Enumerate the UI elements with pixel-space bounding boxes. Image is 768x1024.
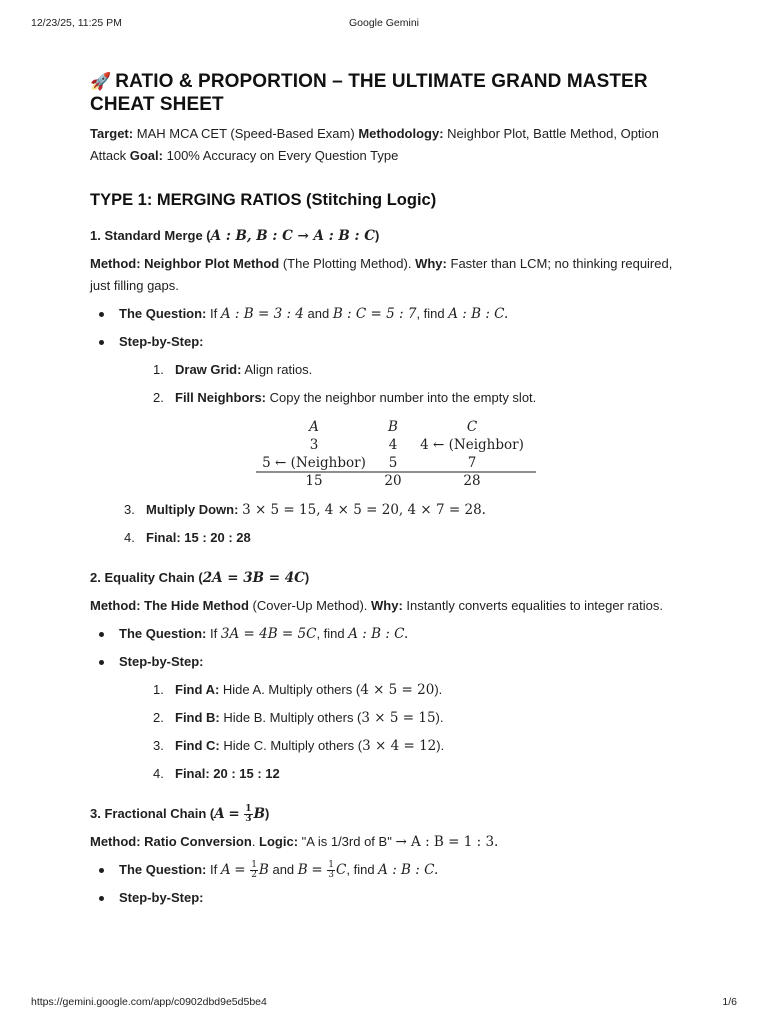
page-number: 1/6 bbox=[722, 996, 737, 1008]
bullet-list bbox=[90, 623, 690, 785]
grid-cell: 4 bbox=[388, 437, 398, 453]
grid-cell: 4 ← (Neighbor) bbox=[420, 437, 524, 453]
page-title: 🚀 RATIO & PROPORTION – THE ULTIMATE GRAND MASTER CHEAT SHEET bbox=[90, 71, 648, 115]
fraction: $\frac{1}{3}$ bbox=[245, 804, 252, 825]
grid-header-b: B bbox=[388, 419, 398, 435]
title-math: 2A = 3B = 4C bbox=[202, 570, 305, 586]
list-item: The Question: If A : B = 3 : 4 and B : C = 5 : 7, find A : B : C. bbox=[90, 303, 690, 325]
list-item: 3. Find C: Hide C. Multiply others (3 × 4 = 12). bbox=[153, 738, 445, 754]
method-paragraph: Method: The Hide Method (Cover-Up Method). Why: Instantly converts equalities to integer ratios. bbox=[90, 598, 663, 613]
grid-result: 20 bbox=[384, 473, 402, 489]
document-content bbox=[90, 70, 690, 915]
neighbor-plot-grid bbox=[90, 417, 690, 489]
section-fractional-chain-title: 3. Fractional Chain (A = $\frac{1}{3}$ B) bbox=[90, 804, 270, 825]
list-item: 2. Fill Neighbors: Copy the neighbor number into the empty slot. bbox=[153, 390, 537, 405]
list-item: 1. Find A: Hide A. Multiply others (4 × 5 = 20). bbox=[153, 682, 443, 698]
list-item: 4. Final: 20 : 15 : 12 bbox=[153, 766, 280, 781]
section-equality-chain-title: 2. Equality Chain (2A = 3B = 4C) bbox=[90, 570, 310, 586]
method-paragraph: Method: Neighbor Plot Method (The Plotting Method). Why: Faster than LCM; no thinking required, just filling gaps. bbox=[90, 256, 673, 293]
print-footer bbox=[0, 996, 768, 1010]
list-item: 4. Final: 15 : 20 : 28 bbox=[124, 530, 251, 545]
print-page-title: Google Gemini bbox=[348, 17, 420, 29]
rocket-icon: 🚀 bbox=[90, 72, 112, 91]
list-item: Step-by-Step: 1. Find A: Hide A. Multiply others (4 × 5 = 20). 2. Find B: Hide B. Multiply others (3 × 5 = 15). 3. Find C: Hide C. Multiply others (3 × 4 = 12). 4. Final: 20 : 15 : 12 bbox=[90, 651, 690, 785]
list-item: Step-by-Step: bbox=[90, 887, 690, 909]
list-item: The Question: If 3A = 4B = 5C, find A : B : C. bbox=[90, 623, 690, 645]
section-standard-merge-title: 1. Standard Merge (A : B, B : C → A : B : C) bbox=[90, 228, 380, 244]
numbered-steps-continued bbox=[90, 499, 690, 549]
grid-result: 15 bbox=[305, 473, 323, 489]
numbered-steps bbox=[119, 679, 690, 785]
bullet-list bbox=[90, 303, 690, 409]
print-url: https://gemini.google.com/app/c0902dbd9e5d5be4 bbox=[31, 996, 267, 1008]
fraction: $\frac{1}{3}$ bbox=[328, 860, 335, 881]
print-timestamp: 12/23/25, 11:25 PM bbox=[31, 17, 122, 29]
fraction: $\frac{1}{2}$ bbox=[251, 860, 257, 881]
numbered-steps bbox=[119, 359, 690, 409]
list-item: 3. Multiply Down: 3 × 5 = 15, 4 × 5 = 20, 4 × 7 = 28. bbox=[124, 502, 486, 518]
bullet-list bbox=[90, 859, 690, 909]
type1-heading: TYPE 1: MERGING RATIOS (Stitching Logic) bbox=[90, 191, 437, 209]
intro-paragraph: Target: MAH MCA CET (Speed-Based Exam) Methodology: Neighbor Plot, Battle Method, Option Attack Goal: 100% Accuracy on Every Question Type bbox=[90, 126, 659, 163]
grid-cell: 7 bbox=[467, 455, 477, 471]
grid-cell: 5 ← (Neighbor) bbox=[262, 455, 366, 471]
grid-result: 28 bbox=[463, 473, 481, 489]
list-item: The Question: If A = $\frac{1}{2}$ B and B = $\frac{1}{3}$ C, find A : B : C. bbox=[90, 859, 690, 881]
grid-cell: 3 bbox=[309, 437, 319, 453]
method-paragraph: Method: Ratio Conversion. Logic: "A is 1/3rd of B" → A : B = 1 : 3. bbox=[90, 834, 499, 850]
list-item: 1. Draw Grid: Align ratios. bbox=[153, 362, 313, 377]
neighbor-grid-svg bbox=[248, 417, 538, 489]
grid-header-a: A bbox=[309, 419, 319, 435]
print-header bbox=[0, 17, 768, 31]
grid-header-c: C bbox=[466, 419, 478, 435]
list-item: Step-by-Step: 1. Draw Grid: Align ratios. 2. Fill Neighbors: Copy the neighbor number into the empty slot. bbox=[90, 331, 690, 409]
title-math: A : B, B : C → A : B : C bbox=[210, 228, 375, 244]
list-item: 2. Find B: Hide B. Multiply others (3 × 5 = 15). bbox=[153, 710, 444, 726]
grid-cell: 5 bbox=[388, 455, 398, 471]
